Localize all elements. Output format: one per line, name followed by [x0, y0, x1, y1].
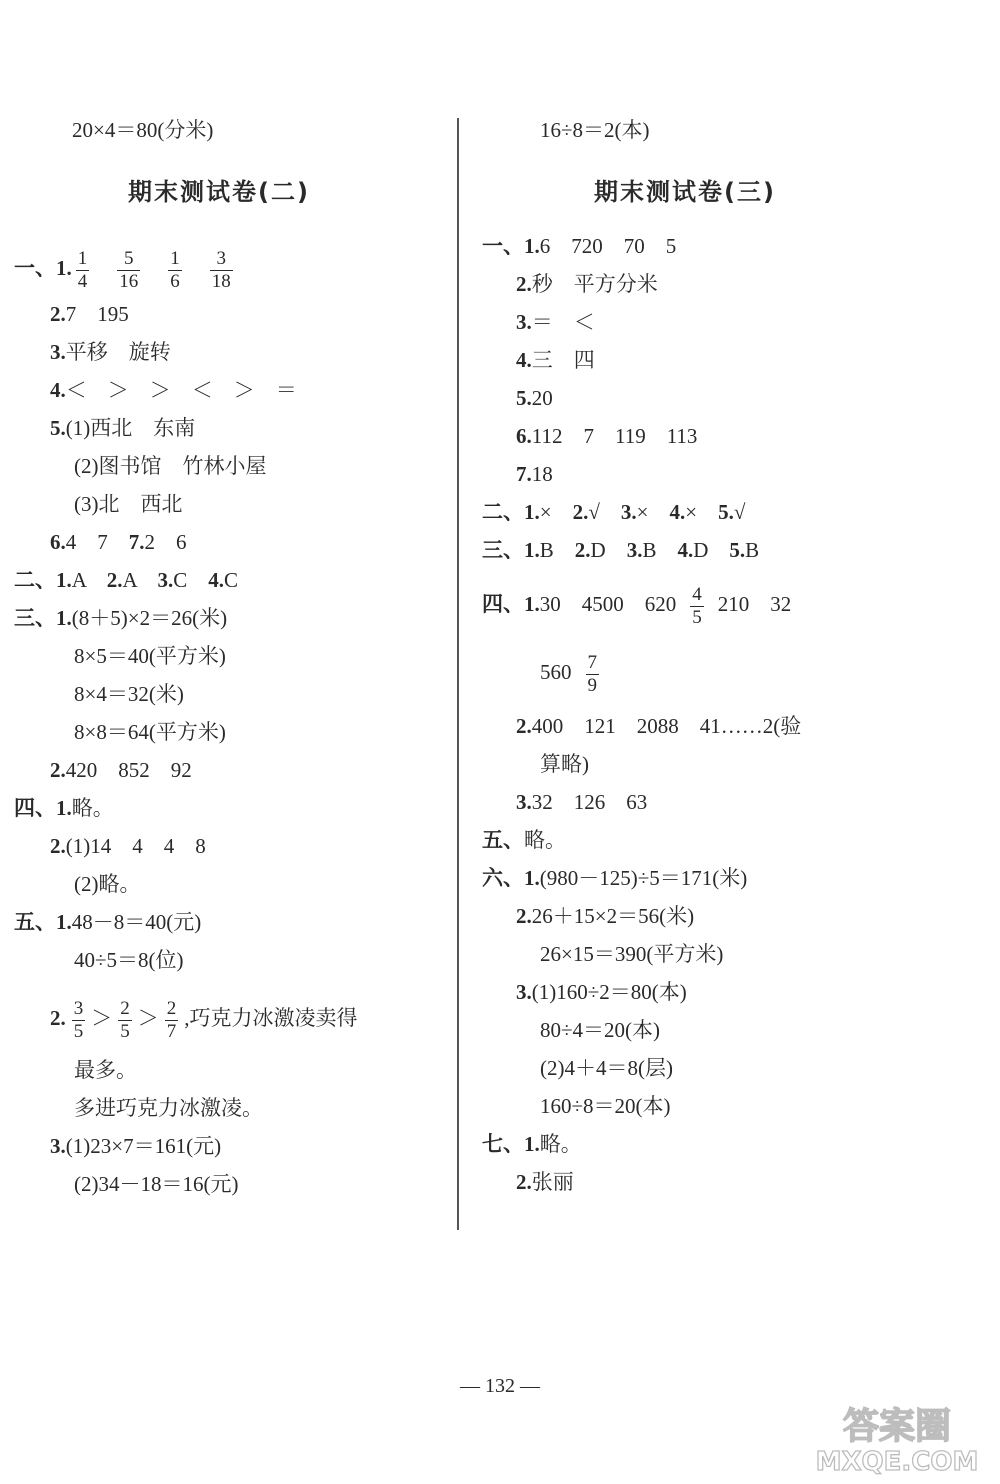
right-s7-q1: 七、1.略。	[482, 1132, 582, 1156]
left-s4-q2-b: (2)略。	[74, 872, 141, 896]
right-s6-q3-d: 160÷8＝20(本)	[540, 1094, 671, 1118]
svg-text:MXQE.COM: MXQE.COM	[815, 1447, 979, 1476]
left-s5-q3-b: (2)34－18＝16(元)	[74, 1172, 239, 1196]
right-s4-q1: 四、1.30 4500 620 $\frac{4}{5}$ 210 32	[482, 583, 792, 628]
left-s1-q4: 4.＜ ＞ ＞ ＜ ＞ ＝	[50, 378, 297, 402]
left-s5-line2: 40÷5＝8(位)	[74, 948, 184, 972]
left-s5-q3: 3.(1)23×7＝161(元)	[50, 1134, 222, 1158]
left-s3-q2: 2.420 852 92	[50, 758, 192, 782]
left-s3-q1: 三、1.(8＋5)×2＝26(米)	[14, 606, 228, 630]
right-s1-q3: 3.＝ ＜	[516, 310, 595, 334]
right-section-title: 期末测试卷(三)	[594, 178, 776, 206]
left-section-title: 期末测试卷(二)	[128, 178, 310, 206]
fraction: $\frac{3}{5}$	[73, 997, 84, 1042]
left-s1-q6-q7: 6.4 7 7.2 6	[50, 530, 187, 554]
right-s3: 三、1.B 2.D 3.B 4.D 5.B	[482, 538, 760, 562]
right-s6-q2: 2.26＋15×2＝56(米)	[516, 904, 695, 928]
right-s1-q7: 7.18	[516, 462, 553, 486]
left-s3-line3: 8×4＝32(米)	[74, 682, 184, 706]
fraction: $\frac{2}{7}$	[166, 997, 177, 1042]
fraction: $\frac{5}{16}$	[119, 247, 139, 292]
left-s1-q5-2: (2)图书馆 竹林小屋	[74, 454, 267, 478]
right-s4-q1-cont: 560 $\frac{7}{9}$	[540, 651, 597, 696]
left-s5-q2-more: 多进巧克力冰激凌。	[74, 1096, 263, 1120]
right-s1-q1: 一、1.6 720 70 5	[482, 234, 677, 258]
fraction: $\frac{7}{9}$	[587, 651, 597, 696]
left-s1-q2: 2.7 195	[50, 302, 129, 326]
left-s5-q2-cont: 最多。	[74, 1058, 137, 1082]
left-s1-q1	[14, 246, 247, 293]
right-s1-q5: 5.20	[516, 386, 553, 410]
fraction: $\frac{1}{4}$	[77, 247, 88, 292]
left-s3-line4: 8×8＝64(平方米)	[74, 720, 226, 744]
left-top-line: 20×4＝80(分米)	[72, 118, 214, 142]
svg-text:答案圈: 答案圈	[842, 1406, 952, 1447]
column-divider	[457, 118, 459, 1230]
right-s4-q2-cont: 算略)	[540, 752, 589, 776]
left-s2: 二、1.A 2.A 3.C 4.C	[14, 568, 239, 592]
watermark-logo	[808, 1398, 986, 1476]
right-s6-q3-b: 80÷4＝20(本)	[540, 1018, 661, 1042]
right-s4-q2: 2.400 121 2088 41……2(验	[516, 714, 802, 738]
left-s1-q5-3: (3)北 西北	[74, 492, 183, 516]
question-label: 一、1.	[14, 256, 72, 280]
right-s6-q3-c: (2)4＋4＝8(层)	[540, 1056, 673, 1080]
fraction: $\frac{3}{18}$	[211, 247, 231, 292]
right-s4-q3: 3.32 126 63	[516, 790, 648, 814]
right-s5: 五、略。	[482, 828, 566, 852]
right-s6-q2-b: 26×15＝390(平方米)	[540, 942, 724, 966]
fraction: $\frac{2}{5}$	[120, 997, 130, 1042]
left-s1-q3: 3.平移 旋转	[50, 340, 171, 364]
left-s1-q5: 5.(1)西北 东南	[50, 416, 196, 440]
left-s4-q2: 2.(1)14 4 4 8	[50, 834, 206, 858]
left-s5-q2: 2. $\frac{3}{5}$ ＞ $\frac{2}{5}$ ＞ $\frac{2}{7}$ ,巧克力冰激凌卖得	[50, 997, 358, 1042]
fraction: $\frac{4}{5}$	[692, 583, 702, 628]
page-number: — 132 —	[460, 1375, 540, 1397]
right-s1-q4: 4.三 四	[516, 348, 595, 372]
right-s6-q3: 3.(1)160÷2＝80(本)	[516, 980, 687, 1004]
right-s2: 二、1.× 2.√ 3.× 4.× 5.√	[482, 500, 746, 524]
right-s1-q6: 6.112 7 119 113	[516, 424, 698, 448]
right-s6-q1: 六、1.(980－125)÷5＝171(米)	[482, 866, 748, 890]
right-s1-q2: 2.秒 平方分米	[516, 272, 658, 296]
right-s7-q2: 2.张丽	[516, 1170, 574, 1194]
fraction: $\frac{1}{6}$	[170, 247, 180, 292]
left-s4-q1: 四、1.略。	[14, 796, 114, 820]
right-top-line: 16÷8＝2(本)	[540, 118, 650, 142]
left-s3-line2: 8×5＝40(平方米)	[74, 644, 226, 668]
left-s5-q1: 五、1.48－8＝40(元)	[14, 910, 202, 934]
